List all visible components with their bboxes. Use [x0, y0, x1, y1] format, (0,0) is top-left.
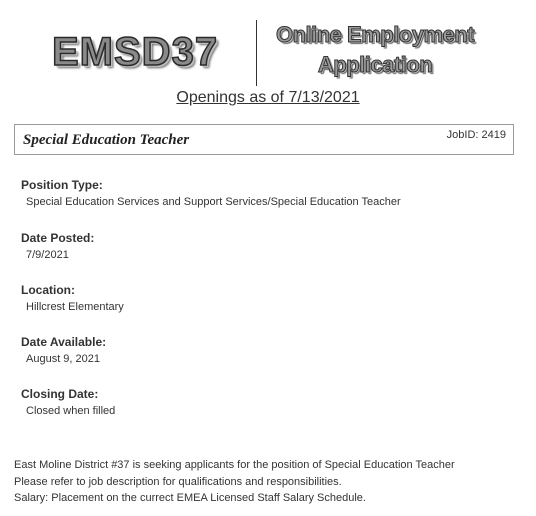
field-value: Special Education Services and Support Services/Special Education Teacher — [26, 196, 401, 208]
field-date-posted — [21, 231, 94, 261]
page-header — [0, 0, 536, 110]
app-title — [270, 20, 480, 80]
field-value: 7/9/2021 — [26, 249, 69, 261]
field-position-type — [21, 178, 401, 208]
job-title: Special Education Teacher — [23, 132, 190, 148]
app-title-line1: Online Employment — [275, 22, 475, 47]
job-id: JobID: 2419 — [446, 129, 506, 141]
district-logo: EMSD37 — [52, 30, 219, 74]
salary-line: Salary: Placement on the currect EMEA Licensed Staff Salary Schedule. — [14, 492, 366, 504]
openings-link[interactable]: Openings as of 7/13/2021 — [176, 89, 360, 106]
field-date-available — [21, 335, 106, 365]
field-value: August 9, 2021 — [26, 353, 101, 365]
job-title-box — [14, 124, 514, 155]
field-closing-date — [21, 387, 115, 417]
field-label: Date Posted: — [21, 231, 95, 245]
field-label: Date Available: — [21, 335, 107, 349]
description-line: East Moline District #37 is seeking applicants for the position of Special Education Teacher — [14, 459, 455, 471]
field-location — [21, 283, 124, 313]
field-value: Closed when filled — [26, 405, 116, 417]
field-label: Closing Date: — [21, 387, 99, 401]
header-divider — [256, 20, 257, 86]
app-title-line2: Application — [317, 52, 433, 77]
description-line: Please refer to job description for qualifications and responsibilities. — [14, 475, 342, 488]
field-label: Position Type: — [21, 178, 103, 192]
job-description — [14, 457, 529, 507]
field-label: Location: — [21, 283, 75, 297]
field-value: Hillcrest Elementary — [26, 301, 124, 313]
